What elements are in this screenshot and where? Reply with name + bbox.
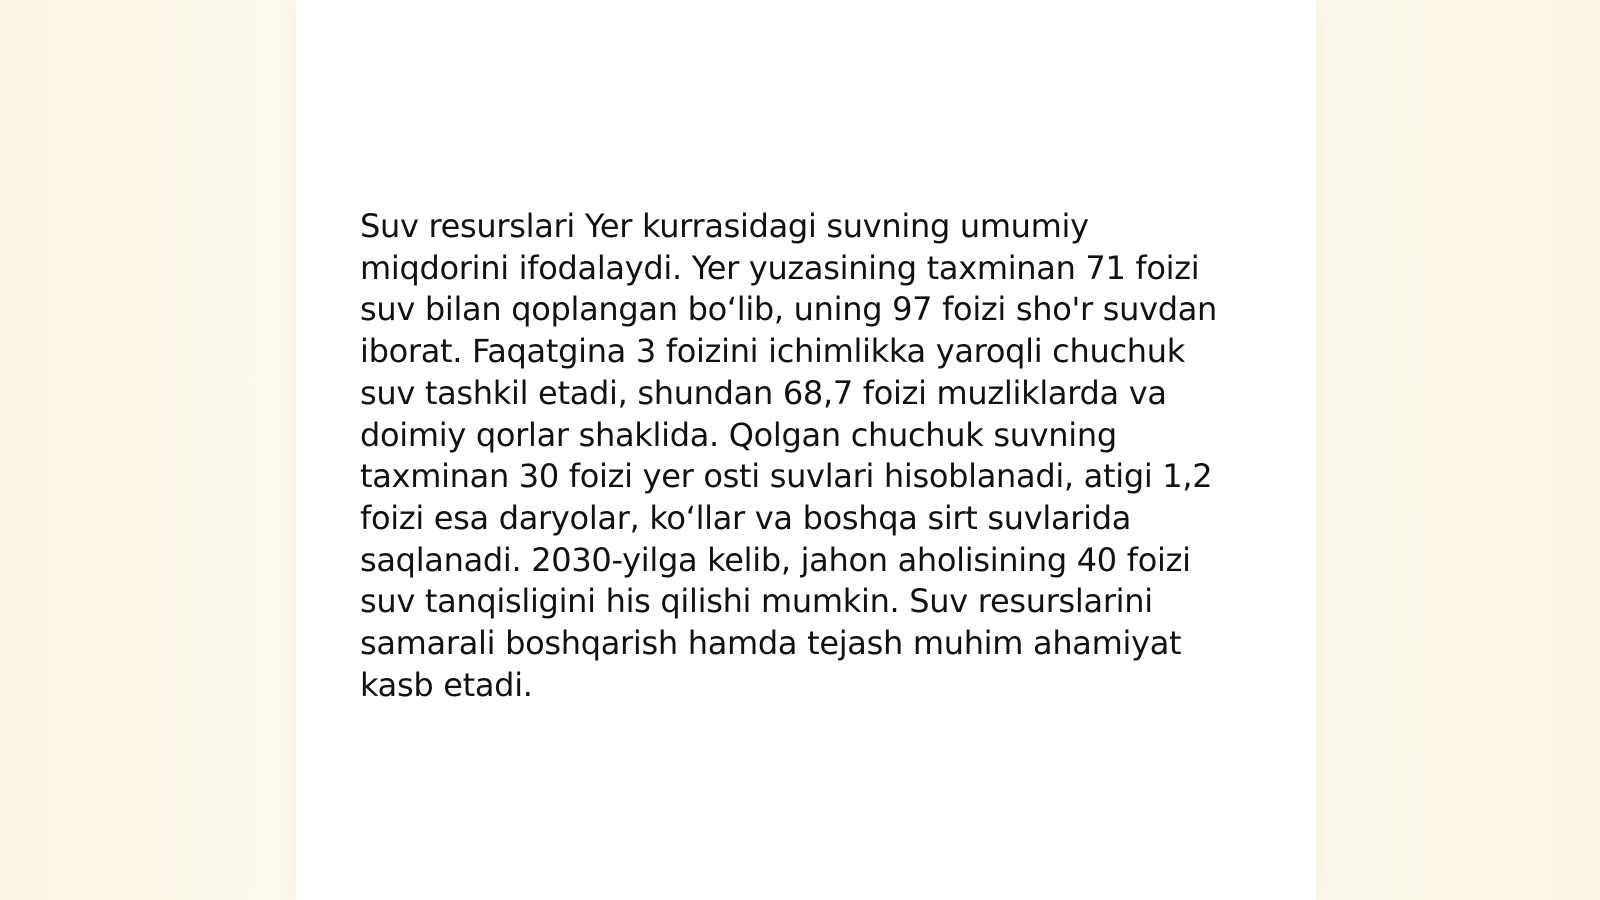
text-line: foizi esa daryolar, ko‘llar va boshqa sirt suvlarida [360,498,1132,537]
text-line: taxminan 30 foizi yer osti suvlari hisoblanadi, atigi 1,2 [360,457,1213,496]
text-line: samarali boshqarish hamda tejash muhim ahamiyat [360,624,1182,663]
text-line: suv bilan qoplangan bo‘lib, uning 97 foizi sho'r suvdan [360,290,1218,329]
text-line: doimiy qorlar shaklida. Qolgan chuchuk suvning [360,415,1117,454]
text-line: suv tashkil etadi, shundan 68,7 foizi muzliklarda va [360,373,1167,412]
text-line: saqlanadi. 2030-yilga kelib, jahon aholisining 40 foizi [360,540,1191,579]
text-line: kasb etadi. [360,665,533,704]
text-line: iborat. Faqatgina 3 foizini ichimlikka yaroqli chuchuk [360,332,1185,371]
slide-body-text [360,206,1260,706]
text-line: suv tanqisligini his qilishi mumkin. Suv resurslarini [360,582,1153,621]
text-line: miqdorini ifodalaydi. Yer yuzasining taxminan 71 foizi [360,248,1200,287]
slide [296,0,1316,900]
text-line: Suv resurslari Yer kurrasidagi suvning umumiy [360,207,1089,245]
